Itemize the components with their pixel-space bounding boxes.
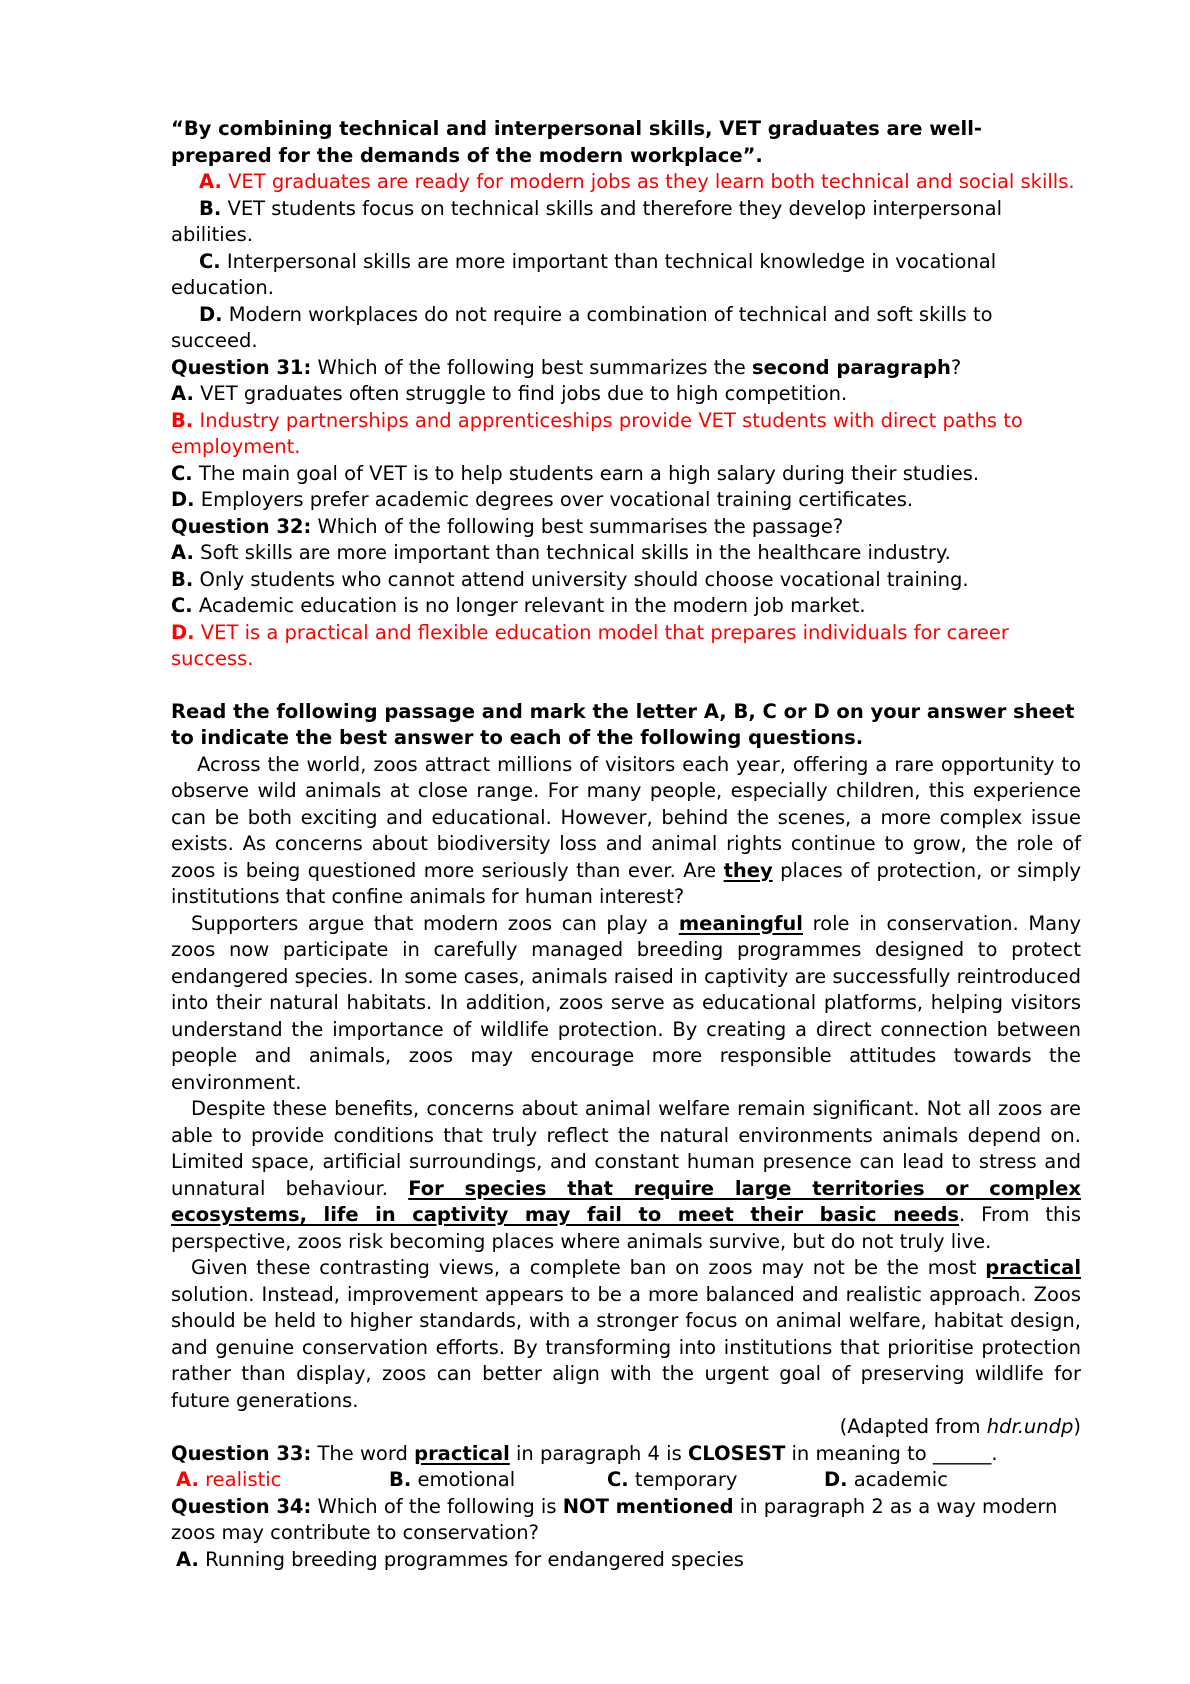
q32-option-d: D. VET is a practical and flexible education model that prepares individuals for career success. — [171, 620, 1009, 670]
q34-option-a: A. Running breeding programmes for endangered species — [176, 1547, 744, 1571]
underlined-sentence: For species that require large territories or complex ecosystems, life in captivity may fail to meet their basic needs — [171, 1176, 1081, 1226]
q31-option-b: B. Industry partnerships and apprenticeships provide VET students with direct paths to employment. — [171, 408, 1023, 458]
q31-stem: Question 31: Which of the following best summarizes the second paragraph? — [171, 355, 962, 379]
q31-option-d: D. Employers prefer academic degrees over vocational training certificates. — [171, 488, 914, 511]
document-page — [171, 116, 1081, 1573]
q32-stem: Question 32: Which of the following best summarises the passage? — [171, 514, 844, 538]
passage-paragraph-4: Given these contrasting views, a complete ban on zoos may not be the most practical solution. Instead, improvement appears to be a more balanced and realistic approach. Zoos should be held to higher standards, with a stronger focus on animal welfare, habitat design, and genuine conservation efforts. By transforming into institutions that prioritise protection rather than display, zoos can better align with the urgent goal of preserving wildlife for future generations. — [171, 1256, 1081, 1412]
q30-option-d: D. Modern workplaces do not require a combination of technical and soft skills to succeed. — [171, 302, 993, 352]
q30-quote: “By combining technical and interpersonal skills, VET graduates are well-prepared for the demands of the modern workplace”. — [171, 117, 982, 167]
q33-options — [171, 1467, 1081, 1494]
underlined-word-practical: practical — [985, 1256, 1081, 1279]
q31-option-c: C. The main goal of VET is to help students earn a high salary during their studies. — [171, 461, 980, 485]
q33-option-c: C. temporary — [607, 1468, 738, 1491]
q34-stem: Question 34: Which of the following is NOT mentioned in paragraph 2 as a way modern zoos may contribute to conservation? — [171, 1494, 1058, 1544]
passage-paragraph-1: Across the world, zoos attract millions of visitors each year, offering a rare opportunity to observe wild animals at close range. For many people, especially children, this experience can be both exciting and educational. However, behind the scenes, a more complex issue exists. As concerns about biodiversity loss and animal rights continue to grow, the role of zoos is being questioned more seriously than ever. Are they places of protection, or simply institutions that confine animals for human interest? — [171, 752, 1081, 908]
q32-option-c: C. Academic education is no longer relevant in the modern job market. — [171, 594, 866, 617]
underlined-word-they: they — [723, 858, 773, 882]
instruction: Read the following passage and mark the letter A, B, C or D on your answer sheet to indicate the best answer to each of the following questions. — [171, 699, 1075, 749]
underlined-word-meaningful: meaningful — [678, 911, 803, 935]
section-gap — [171, 673, 1081, 699]
q30-option-c: C. Interpersonal skills are more important than technical knowledge in vocational education. — [171, 249, 997, 299]
passage-paragraph-2: Supporters argue that modern zoos can play a meaningful role in conservation. Many zoos now participate in carefully managed breeding programmes designed to protect endangered species. In some cases, animals raised in captivity are successfully reintroduced into their natural habitats. In addition, zoos serve as educational platforms, helping visitors understand the importance of wildlife protection. By creating a direct connection between people and animals, zoos may encourage more responsible attitudes towards the environment. — [171, 911, 1081, 1094]
q31-option-a: A. VET graduates often struggle to find jobs due to high competition. — [171, 382, 848, 405]
q32-option-b: B. Only students who cannot attend university should choose vocational training. — [171, 567, 969, 591]
q30-option-b: B. VET students focus on technical skills and therefore they develop interpersonal abilities. — [171, 196, 1002, 246]
q32-option-a: A. Soft skills are more important than technical skills in the healthcare industry. — [171, 541, 951, 564]
q33-stem: Question 33: The word practical in paragraph 4 is CLOSEST in meaning to ______. — [171, 1441, 998, 1465]
passage-paragraph-3: Despite these benefits, concerns about animal welfare remain significant. Not all zoos are able to provide conditions that truly reflect the natural environments animals depend on. Limited space, artificial surroundings, and constant human presence can lead to stress and unnatural behaviour. For species that require large territories or complex ecosystems, life in captivity may fail to meet their basic needs. From this perspective, zoos risk becoming places where animals survive, but do not truly live. — [171, 1097, 1081, 1253]
q33-option-d: D. academic — [824, 1468, 948, 1491]
q30-option-a: A. VET graduates are ready for modern jobs as they learn both technical and social skills. — [199, 170, 1075, 193]
q33-option-b: B. emotional — [389, 1468, 516, 1491]
q33-option-a: A. realistic — [176, 1468, 282, 1491]
passage-source: (Adapted from hdr.undp) — [839, 1415, 1081, 1438]
